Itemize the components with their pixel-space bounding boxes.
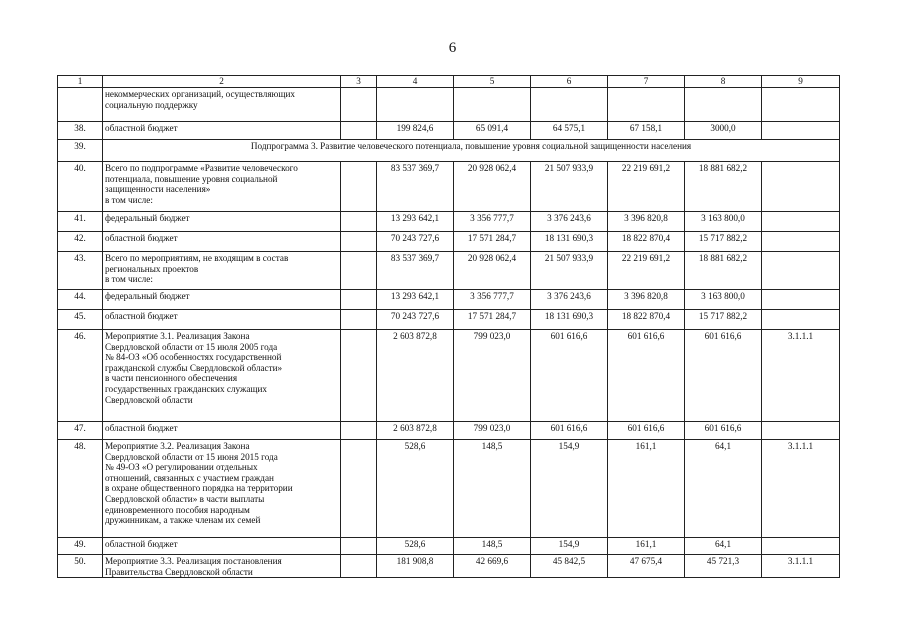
row-number: 42. <box>58 232 103 252</box>
value-year-3 <box>608 88 685 122</box>
target-code: 3.1.1.1 <box>762 555 840 578</box>
table-row <box>58 88 840 122</box>
row-number: 46. <box>58 330 103 422</box>
target-code <box>762 212 840 232</box>
value-year-3: 18 822 870,4 <box>608 232 685 252</box>
value-year-4: 3 163 800,0 <box>685 212 762 232</box>
subprogram-title: Подпрограмма 3. Развитие человеческого потенциала, повышение уровня социальной защищенности населения <box>103 140 840 162</box>
value-year-4: 3000,0 <box>685 122 762 140</box>
col3-cell <box>341 122 377 140</box>
value-year-1: 65 091,4 <box>454 122 531 140</box>
table-row <box>58 162 840 212</box>
row-number: 39. <box>58 140 103 162</box>
value-year-3: 161,1 <box>608 440 685 538</box>
value-year-1: 799 023,0 <box>454 330 531 422</box>
value-year-4: 3 163 800,0 <box>685 290 762 310</box>
row-number: 49. <box>58 538 103 555</box>
value-year-3: 22 219 691,2 <box>608 162 685 212</box>
table-row <box>58 555 840 578</box>
row-number: 43. <box>58 252 103 290</box>
value-total: 70 243 727,6 <box>377 232 454 252</box>
value-total: 528,6 <box>377 440 454 538</box>
row-description: Мероприятие 3.1. Реализация Закона Свердловской области от 15 июля 2005 года № 84-ОЗ «Об особенностях государственной гражданской службы Свердловской области» в части пенсионного обеспечения государственных гражданских служащих Свердловской области <box>103 330 341 422</box>
row-number: 50. <box>58 555 103 578</box>
col3-cell <box>341 162 377 212</box>
target-code: 3.1.1.1 <box>762 330 840 422</box>
col3-cell <box>341 422 377 440</box>
value-year-1: 148,5 <box>454 440 531 538</box>
value-year-3: 67 158,1 <box>608 122 685 140</box>
page-number: 6 <box>448 40 457 56</box>
table-row <box>58 330 840 422</box>
row-description: Мероприятие 3.3. Реализация постановления Правительства Свердловской области <box>103 555 341 578</box>
col3-cell <box>341 232 377 252</box>
col3-cell <box>341 290 377 310</box>
table-row <box>58 212 840 232</box>
col3-cell <box>341 252 377 290</box>
value-total: 2 603 872,8 <box>377 422 454 440</box>
value-year-2: 64 575,1 <box>531 122 608 140</box>
target-code <box>762 310 840 330</box>
value-total: 13 293 642,1 <box>377 212 454 232</box>
target-code <box>762 122 840 140</box>
value-year-4: 18 881 682,2 <box>685 252 762 290</box>
value-year-4: 601 616,6 <box>685 422 762 440</box>
value-year-4 <box>685 88 762 122</box>
row-description: областной бюджет <box>103 310 341 330</box>
subprogram-row <box>58 140 840 162</box>
value-total: 70 243 727,6 <box>377 310 454 330</box>
value-year-3: 3 396 820,8 <box>608 212 685 232</box>
row-description: федеральный бюджет <box>103 290 341 310</box>
row-number: 38. <box>58 122 103 140</box>
value-total: 2 603 872,8 <box>377 330 454 422</box>
value-year-3: 3 396 820,8 <box>608 290 685 310</box>
value-year-1: 17 571 284,7 <box>454 310 531 330</box>
header-col-2: 2 <box>103 76 341 88</box>
value-year-2: 601 616,6 <box>531 422 608 440</box>
value-year-1 <box>454 88 531 122</box>
target-code <box>762 232 840 252</box>
value-year-1: 799 023,0 <box>454 422 531 440</box>
target-code <box>762 422 840 440</box>
value-year-1: 17 571 284,7 <box>454 232 531 252</box>
row-description: некоммерческих организаций, осуществляющих социальную поддержку <box>103 88 341 122</box>
value-year-1: 20 928 062,4 <box>454 162 531 212</box>
value-year-2: 21 507 933,9 <box>531 162 608 212</box>
header-col-6: 6 <box>531 76 608 88</box>
row-number: 44. <box>58 290 103 310</box>
table-row <box>58 310 840 330</box>
value-total: 83 537 369,7 <box>377 252 454 290</box>
target-code: 3.1.1.1 <box>762 440 840 538</box>
col3-cell <box>341 212 377 232</box>
value-total: 181 908,8 <box>377 555 454 578</box>
row-number: 40. <box>58 162 103 212</box>
table-row <box>58 440 840 538</box>
value-total: 528,6 <box>377 538 454 555</box>
row-description: Всего по мероприятиям, не входящим в состав региональных проектов в том числе: <box>103 252 341 290</box>
value-year-1: 20 928 062,4 <box>454 252 531 290</box>
value-year-2 <box>531 88 608 122</box>
value-year-4: 15 717 882,2 <box>685 232 762 252</box>
row-number: 47. <box>58 422 103 440</box>
value-total: 13 293 642,1 <box>377 290 454 310</box>
col3-cell <box>341 330 377 422</box>
row-description: Мероприятие 3.2. Реализация Закона Свердловской области от 15 июня 2015 года № 49-ОЗ «О регулировании отдельных отношений, связанных с участием граждан в охране общественного порядка на территории Свердловской области» в части выплаты единовременного пособия народным дружинникам, а также членам их семей <box>103 440 341 538</box>
header-col-1: 1 <box>58 76 103 88</box>
table-row <box>58 232 840 252</box>
target-code <box>762 290 840 310</box>
header-col-8: 8 <box>685 76 762 88</box>
value-year-3: 18 822 870,4 <box>608 310 685 330</box>
header-col-7: 7 <box>608 76 685 88</box>
value-total <box>377 88 454 122</box>
value-year-2: 21 507 933,9 <box>531 252 608 290</box>
row-number: 45. <box>58 310 103 330</box>
col3-cell <box>341 310 377 330</box>
table-row <box>58 252 840 290</box>
target-code <box>762 538 840 555</box>
row-description: областной бюджет <box>103 122 341 140</box>
col3-cell <box>341 440 377 538</box>
table-row <box>58 538 840 555</box>
value-year-4: 601 616,6 <box>685 330 762 422</box>
value-year-2: 601 616,6 <box>531 330 608 422</box>
header-row <box>58 76 840 88</box>
table-row <box>58 422 840 440</box>
row-description: областной бюджет <box>103 422 341 440</box>
value-year-4: 64,1 <box>685 440 762 538</box>
value-year-4: 64,1 <box>685 538 762 555</box>
value-year-3: 601 616,6 <box>608 422 685 440</box>
value-year-3: 47 675,4 <box>608 555 685 578</box>
value-year-4: 45 721,3 <box>685 555 762 578</box>
value-year-2: 18 131 690,3 <box>531 232 608 252</box>
value-year-3: 601 616,6 <box>608 330 685 422</box>
header-col-5: 5 <box>454 76 531 88</box>
value-year-2: 3 376 243,6 <box>531 212 608 232</box>
col3-cell <box>341 88 377 122</box>
row-description: Всего по подпрограмме «Развитие человеческого потенциала, повышение уровня социальной защищенности населения» в том числе: <box>103 162 341 212</box>
value-year-2: 45 842,5 <box>531 555 608 578</box>
value-year-2: 154,9 <box>531 440 608 538</box>
table-row <box>58 122 840 140</box>
value-year-1: 3 356 777,7 <box>454 290 531 310</box>
header-col-3: 3 <box>341 76 377 88</box>
value-year-2: 18 131 690,3 <box>531 310 608 330</box>
value-total: 83 537 369,7 <box>377 162 454 212</box>
header-col-4: 4 <box>377 76 454 88</box>
header-col-9: 9 <box>762 76 840 88</box>
row-description: федеральный бюджет <box>103 212 341 232</box>
row-number: 41. <box>58 212 103 232</box>
value-year-3: 161,1 <box>608 538 685 555</box>
row-description: областной бюджет <box>103 232 341 252</box>
target-code <box>762 252 840 290</box>
value-year-4: 15 717 882,2 <box>685 310 762 330</box>
row-number <box>58 88 103 122</box>
value-year-2: 154,9 <box>531 538 608 555</box>
col3-cell <box>341 555 377 578</box>
program-table <box>57 75 840 578</box>
row-number: 48. <box>58 440 103 538</box>
value-year-2: 3 376 243,6 <box>531 290 608 310</box>
table-row <box>58 290 840 310</box>
value-year-1: 42 669,6 <box>454 555 531 578</box>
value-year-3: 22 219 691,2 <box>608 252 685 290</box>
value-year-4: 18 881 682,2 <box>685 162 762 212</box>
value-year-1: 148,5 <box>454 538 531 555</box>
value-year-1: 3 356 777,7 <box>454 212 531 232</box>
col3-cell <box>341 538 377 555</box>
value-total: 199 824,6 <box>377 122 454 140</box>
target-code <box>762 88 840 122</box>
table-body <box>58 88 840 578</box>
row-description: областной бюджет <box>103 538 341 555</box>
target-code <box>762 162 840 212</box>
